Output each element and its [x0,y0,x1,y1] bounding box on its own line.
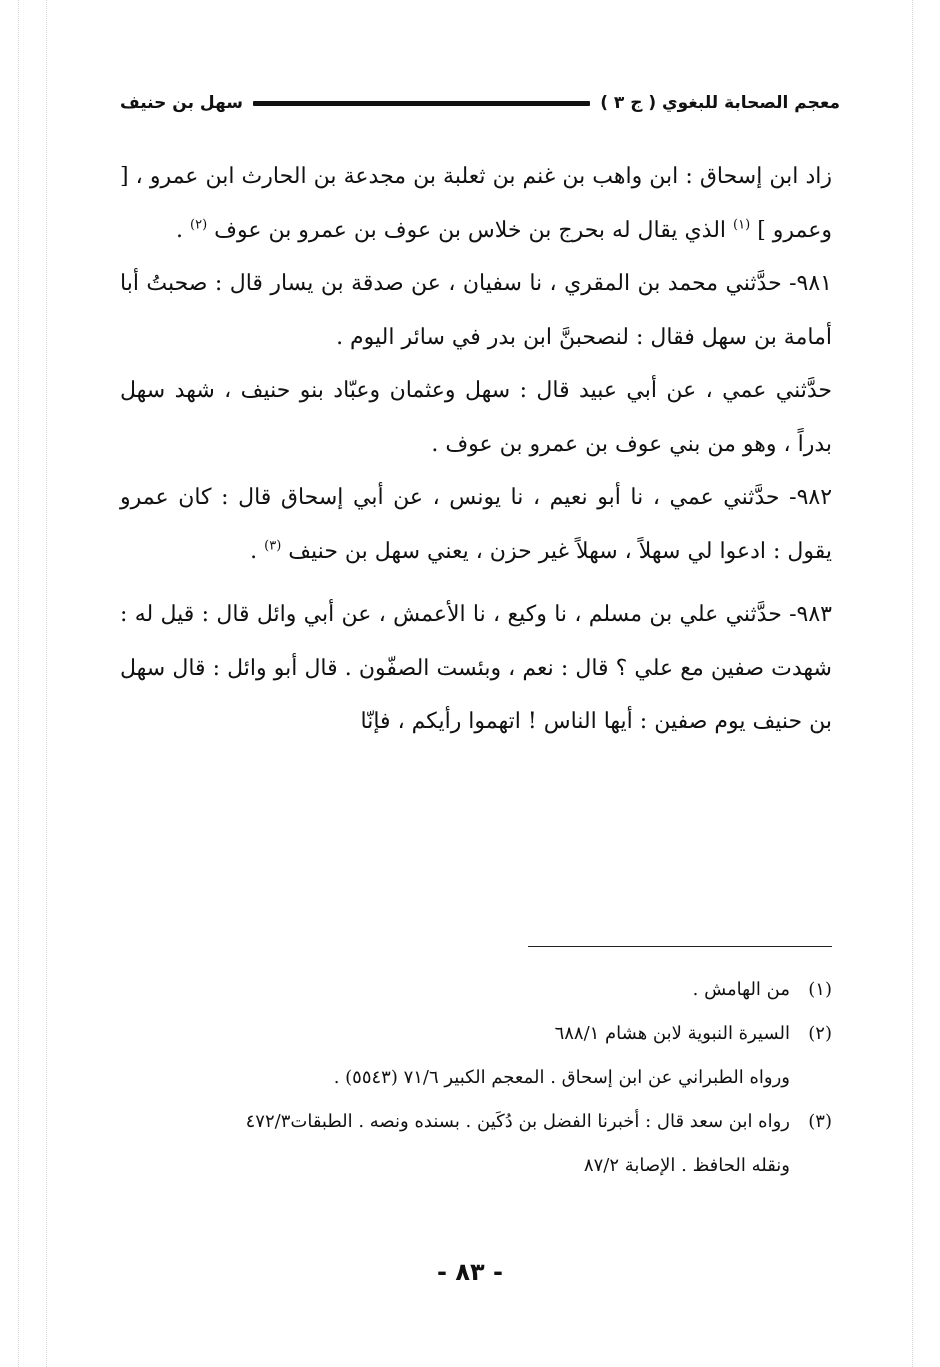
scan-edge-left [18,0,19,1367]
page-number: - ٨٣ - [437,1258,503,1286]
footnote-number: (٢) [808,1023,832,1044]
footnote-ref-1[interactable]: (١) [733,217,751,233]
paragraph-abu-ubaid: حدَّثني عمي ، عن أبي عبيد قال : سهل وعثمان وعبّاد بنو حنيف ، شهد سهل بدراً ، وهو من بني عوف بن عمرو بن عوف . [120,378,832,457]
footnote-3-continuation: ونقله الحافظ . الإصابة ٨٧/٢ [583,1155,790,1176]
footnotes [140,968,832,1188]
hadith-983: ٩٨٣- حدَّثني علي بن مسلم ، نا وكيع ، نا الأعمش ، عن أبي وائل قال : قيل له : شهدت صفين مع علي ؟ قال : نعم ، وبئست الصفّون . قال أبو وائل : قال سهل بن حنيف يوم صفين : أيها الناس ! اتهموا رأيكم ، فإنّا [120,602,832,734]
footnote-1 [140,968,832,1012]
footnote-separator [528,946,832,947]
footnote-text: من الهامش . [692,979,790,1000]
header-rule [253,101,590,106]
footnote-number: (٣) [808,1111,832,1132]
hadith-982-end: . [250,538,258,564]
running-header [120,88,840,118]
hadith-982 [120,471,832,578]
paragraph-lineage-part-c: . [176,217,184,243]
footnote-ref-3[interactable]: (٣) [264,538,282,554]
paragraph-lineage-part-b: الذي يقال له بحرج بن خلاس بن عوف بن عمرو بن عوف [214,217,727,243]
paragraph-lineage-part-a: زاد ابن إسحاق : ابن واهب بن غنم بن ثعلبة بن مجدعة بن الحارث ابن عمرو ، [ وعمرو ] [120,164,832,243]
hadith-982-text: ٩٨٢- حدَّثني عمي ، نا أبو نعيم ، نا يونس ، عن أبي إسحاق قال : كان عمرو يقول : ادعوا لي سهلاً ، سهلاً غير حزن ، يعني سهل بن حنيف [120,485,833,564]
paragraph-lineage [120,150,832,257]
book-title: معجم الصحابة للبغوي ( ج ٣ ) [600,93,840,113]
footnote-2-continuation: ورواه الطبراني عن ابن إسحاق . المعجم الكبير ٧١/٦ (٥٥٤٣) . [333,1067,790,1088]
scan-edge-left-inner [46,0,47,1367]
entry-name: سهل بن حنيف [120,93,244,113]
footnote-2 [140,1012,832,1056]
main-text [120,150,832,749]
footnote-number: (١) [808,979,832,1000]
footnote-3 [140,1100,832,1144]
footnote-ref-2[interactable]: (٢) [190,217,208,233]
scan-edge-right [912,0,913,1367]
footnote-text: رواه ابن سعد قال : أخبرنا الفضل بن دُكَين . بسنده ونصه . الطبقات٤٧٢/٣ [245,1111,790,1132]
footnote-text: السيرة النبوية لابن هشام ٦٨٨/١ [554,1023,790,1044]
hadith-981: ٩٨١- حدَّثني محمد بن المقري ، نا سفيان ، عن صدقة بن يسار قال : صحبتُ أبا أمامة بن سهل فقال : لنصحبنَّ ابن بدر في سائر اليوم . [120,271,832,350]
